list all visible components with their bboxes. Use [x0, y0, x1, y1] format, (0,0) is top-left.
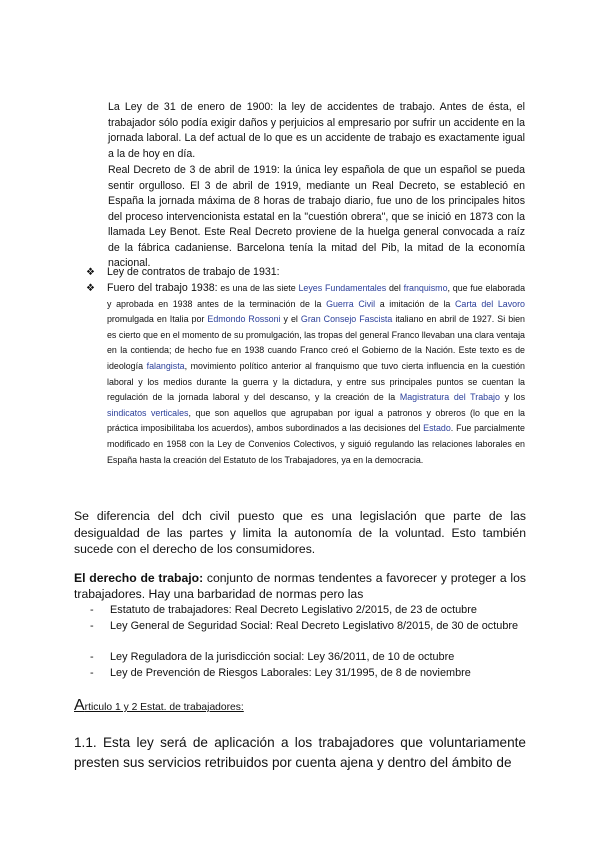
fuero-text-run: italiano en abril de 1927. Si bien es cierto que en el momento de su promulgación, las tropas del general Franco llevaban una clara ventaja en la contienda; de hecho fue en 1938 cuando Franco creó el Gobierno de la Nación. Este texto es de ideología	[107, 314, 525, 371]
fuero-text-run: . Fue parcialmente modificado en 1958 con la Ley de Convenios Colectivos, y siguió regulando las relaciones laborales en España hasta la creación del Estatuto de los Trabajadores, ya en la democracia.	[107, 423, 525, 465]
link-estado[interactable]: Estado	[423, 423, 451, 434]
link-edmondo-rossoni[interactable]: Edmondo Rossoni	[207, 314, 281, 325]
bullet-lead: Fuero del trabajo 1938:	[107, 282, 218, 294]
fuero-text-run: promulgada en Italia por	[107, 314, 208, 325]
diamond-bullet-icon: ❖	[86, 283, 95, 294]
fuero-text-run: a imitación de la	[375, 298, 456, 309]
paragraph-ley-1900: La Ley de 31 de enero de 1900: la ley de accidentes de trabajo. Antes de ésta, el trabajador sólo podía exigir daños y perjuicios al empresario por sufrir un accidente en la jornada laboral. La def actual de lo que es un accidente de trabajo es exactamente igual a la de hoy en día.	[108, 101, 525, 160]
paragraph-dch-civil: Se diferencia del dch civil puesto que es una legislación que parte de las desigualdad de las partes y limita la autonomía de la voluntad. Esto también sucede con el derecho de los consumidores.	[74, 509, 526, 556]
term-derecho-trabajo: El derecho de trabajo:	[74, 571, 204, 585]
fuero-text-run: del	[386, 283, 404, 293]
paragraph-real-decreto-1919: Real Decreto de 3 de abril de 1919: la única ley española de que un español se pueda sentir orgulloso. El 3 de abril de 1919, mediante un Real Decreto, se estableció en España la jornada máxima de 8 horas de trabajo diario, fue uno de los principales hitos del proceso intervencionista estatal en la "cuestión obrera", que se inició en 1873 con la llamada Ley Benot. Este Real Decreto proviene de la huelga general convocada a raíz de la fábrica cadaniense. Barcelona tenía la mitad del Pib, la mitad de la economía nacional.	[108, 164, 525, 269]
bullet-text: Ley de contratos de trabajo de 1931:	[107, 266, 280, 278]
link-falangista[interactable]: falangista	[146, 360, 185, 371]
law-list-item	[90, 666, 526, 682]
link-gran-consejo-fascista[interactable]: Gran Consejo Fascista	[300, 314, 393, 325]
fuero-text-run: , que son aquellos que agrupaban por igual a patronos y obreros (lo que en la práctica imposibilitaba los acuerdos), ambos subordinados a las decisiones del	[107, 407, 525, 434]
law-text: Ley Reguladora de la jurisdicción social: Ley 36/2011, de 10 de octubre	[110, 651, 455, 663]
heading-drop-cap: A	[74, 697, 85, 714]
link-carta-del-lavoro[interactable]: Carta del Lavoro	[455, 298, 525, 309]
paragraph-derecho-trabajo	[74, 570, 526, 602]
diamond-bullet-icon: ❖	[86, 267, 95, 278]
fuero-text-run: y los	[499, 392, 526, 403]
paragraph-1-1: 1.1. Esta ley será de aplicación a los trabajadores que voluntariamente presten sus servicios retribuidos por cuenta ajena y dentro del ámbito de	[74, 735, 526, 770]
dash-bullet: -	[90, 604, 94, 616]
link-franquismo[interactable]: franquismo	[403, 283, 448, 293]
link-magistratura-del-trabajo[interactable]: Magistratura del Trabajo	[399, 392, 500, 403]
dash-bullet: -	[90, 651, 94, 663]
definition-text: conjunto de normas tendentes a favorecer y proteger a los trabajadores. Hay una barbaridad de normas pero las	[74, 571, 526, 601]
law-text: Ley General de Seguridad Social: Real Decreto Legislativo 8/2015, de 30 de octubre	[110, 620, 519, 632]
law-list-item	[90, 619, 526, 635]
fuero-text-run: y el	[280, 314, 301, 325]
law-text: Estatuto de trabajadores: Real Decreto Legislativo 2/2015, de 23 de octubre	[110, 604, 477, 616]
law-list-item	[90, 650, 526, 666]
dash-bullet: -	[90, 620, 94, 632]
law-list-item	[90, 603, 526, 619]
fuero-text	[107, 281, 525, 468]
heading-text: rticulo 1 y 2 Estat. de trabajadores:	[84, 702, 244, 713]
link-leyes-fundamentales[interactable]: Leyes Fundamentales	[298, 283, 387, 293]
link-guerra-civil[interactable]: Guerra Civil	[326, 298, 376, 309]
link-sindicatos-verticales[interactable]: sindicatos verticales	[107, 407, 189, 418]
section-heading-articulo	[74, 697, 244, 715]
fuero-text-run: , movimiento político anterior al franquismo que tuvo cierta influencia en la cuestión laboral y los medios durante la guerra y la dictadura, y entre sus principales puntos se cuentan la regulación de la jornada laboral y del descanso, y la creación de la	[107, 360, 525, 403]
law-text: Ley de Prevención de Riesgos Laborales: Ley 31/1995, de 8 de noviembre	[110, 667, 471, 679]
dash-bullet: -	[90, 667, 94, 679]
fuero-text-run: es una de las siete	[217, 283, 299, 293]
fuero-text-run: , que fue elaborada y aprobada en 1938 antes de la terminación de la	[107, 283, 525, 309]
